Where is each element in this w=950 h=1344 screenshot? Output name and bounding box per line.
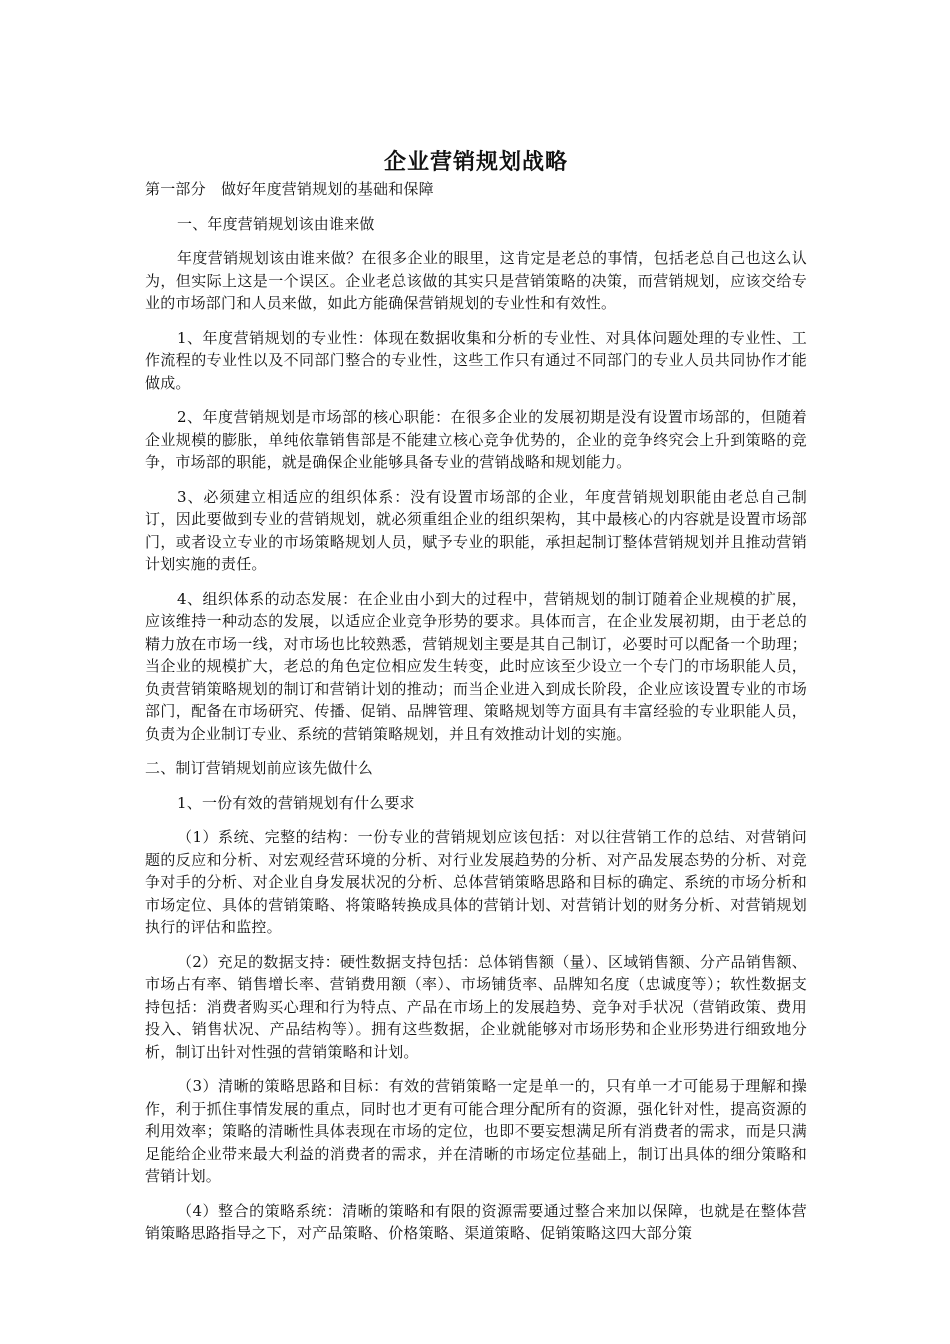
document-page	[145, 0, 807, 1245]
paragraph-intro: 年度营销规划该由谁来做？在很多企业的眼里，这肯定是老总的事情，包括老总自己也这么认为，但实际上这是一个误区。企业老总该做的其实只是营销策略的决策，而营销规划，应该交给专业的市场部门和人员来做，如此方能确保营销规划的专业性和有效性。	[145, 249, 807, 312]
paragraph-req-3: （3）清晰的策略思路和目标：有效的营销策略一定是单一的，只有单一才可能易于理解和操作，利于抓住事情发展的重点，同时也才更有可能合理分配所有的资源，强化针对性，提高资源的利用效率；策略的清晰性具体表现在市场的定位，也即不要妄想满足所有消费者的需求，而是只满足能给企业带来最大利益的消费者的需求，并在清晰的市场定位基础上，制订出具体的细分策略和营销计划。	[145, 1077, 807, 1185]
paragraph-point-2: 2、年度营销规划是市场部的核心职能：在很多企业的发展初期是没有设置市场部的，但随着企业规模的膨胀，单纯依靠销售部是不能建立核心竞争优势的，企业的竞争终究会上升到策略的竞争，市场部的职能，就是确保企业能够具备专业的营销战略和规划能力。	[145, 408, 807, 471]
part-heading: 第一部分 做好年度营销规划的基础和保障	[145, 180, 434, 198]
section-heading-2: 二、制订营销规划前应该先做什么	[145, 759, 374, 777]
paragraph-req-1: （1）系统、完整的结构：一份专业的营销规划应该包括：对以往营销工作的总结、对营销问题的反应和分析、对宏观经营环境的分析、对行业发展趋势的分析、对产品发展态势的分析、对竞争对手的分析、对企业自身发展状况的分析、总体营销策略思路和目标的确定、系统的市场分析和市场定位、具体的营销策略、将策略转换成具体的营销计划、对营销计划的财务分析、对营销规划执行的评估和监控。	[145, 828, 807, 936]
document-title: 企业营销规划战略	[383, 149, 568, 175]
paragraph-req-4: （4）整合的策略系统：清晰的策略和有限的资源需要通过整合来加以保障，也就是在整体营销策略思路指导之下，对产品策略、价格策略、渠道策略、促销策略这四大部分策	[145, 1201, 807, 1242]
paragraph-point-3: 3、必须建立相适应的组织体系：没有设置市场部的企业，年度营销规划职能由老总自己制订，因此要做到专业的营销规划，就必须重组企业的组织架构，其中最核心的内容就是设置市场部门，或者设立专业的市场策略规划人员，赋予专业的职能，承担起制订整体营销规划并且推动营销计划实施的责任。	[145, 487, 807, 573]
paragraph-req-2: （2）充足的数据支持：硬性数据支持包括：总体销售额（量）、区域销售额、分产品销售额、市场占有率、销售增长率、营销费用额（率）、市场铺货率、品牌知名度（忠诚度等）；软性数据支持包括：消费者购买心理和行为特点、产品在市场上的发展趋势、竞争对手状况（营销政策、费用投入、销售状况、产品结构等）。拥有这些数据，企业就能够对市场形势和企业形势进行细致地分析，制订出针对性强的营销策略和计划。	[145, 952, 807, 1061]
paragraph-point-1: 1、年度营销规划的专业性：体现在数据收集和分析的专业性、对具体问题处理的专业性、工作流程的专业性以及不同部门整合的专业性，这些工作只有通过不同部门的专业人员共同协作才能做成。	[145, 328, 807, 392]
paragraph-point-4: 4、组织体系的动态发展：在企业由小到大的过程中，营销规划的制订随着企业规模的扩展，应该维持一种动态的发展，以适应企业竞争形势的要求。具体而言，在企业发展初期，由于老总的精力放在市场一线，对市场也比较熟悉，营销规划主要是其自己制订，必要时可以配备一个助理；当企业的规模扩大，老总的角色定位相应发生转变，此时应该至少设立一个专门的市场职能人员，负责营销策略规划的制订和营销计划的推动；而当企业进入到成长阶段，企业应该设置专业的市场部门，配备在市场研究、传播、促销、品牌管理、策略规划等方面具有丰富经验的专业职能人员，负责为企业制订专业、系统的营销策略规划，并且有效推动计划的实施。	[145, 589, 807, 743]
section-heading-1: 一、年度营销规划该由谁来做	[177, 214, 375, 233]
subsection-heading-1: 1、一份有效的营销规划有什么要求	[177, 793, 415, 812]
